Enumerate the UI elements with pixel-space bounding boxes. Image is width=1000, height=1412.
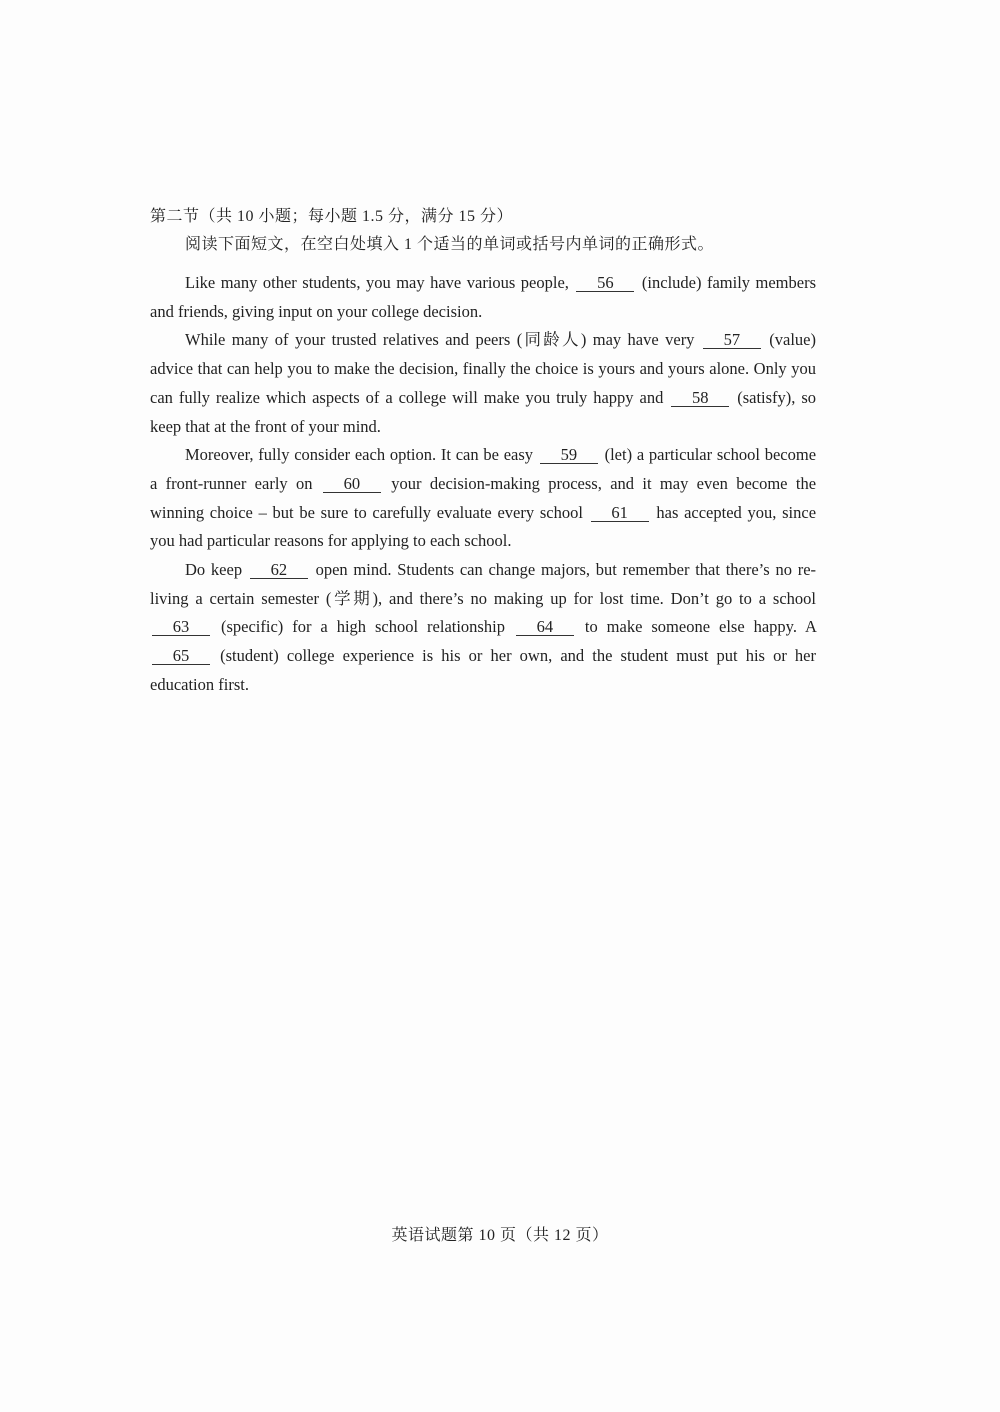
text-run: your decision-making process, and it may even become the winning choice – but be sure to carefully evaluate every school xyxy=(150,473,817,522)
paragraph-1 xyxy=(150,269,816,326)
blank-62[interactable]: 62 xyxy=(250,561,308,579)
paragraph-2 xyxy=(150,326,816,441)
blank-61[interactable]: 61 xyxy=(591,504,649,522)
blank-58[interactable]: 58 xyxy=(671,389,729,407)
paragraph-4 xyxy=(150,556,816,700)
blank-59[interactable]: 59 xyxy=(540,446,598,464)
text-run: (satisfy), so keep that at the front of your mind. xyxy=(150,387,817,436)
text-run: (student) college experience is his or her own, and the student must put his or her education first. xyxy=(150,646,816,694)
text-run: (let) a particular school become a front-runner early on xyxy=(150,445,817,493)
blank-63[interactable]: 63 xyxy=(152,618,210,636)
text-run: (value) advice that can help you to make the decision, finally the choice is yours and yours alone. Only you can fully realize which aspects of a college will make you truly happy and xyxy=(150,330,817,407)
section-title: 第二节 xyxy=(150,208,200,225)
section-instruction: 阅读下面短文，在空白处填入 1 个适当的单词或括号内单词的正确形式。 xyxy=(185,236,715,253)
paragraph-3 xyxy=(150,441,816,556)
text-run: to make someone else happy. A xyxy=(584,617,817,637)
text-run: Like many other students, you may have various people, xyxy=(185,273,569,292)
text-run: has accepted you, since you had particular reasons for applying to each school. xyxy=(150,502,817,551)
blank-65[interactable]: 65 xyxy=(152,647,210,665)
text-run: open mind. Students can change majors, but remember that there’s no re-living a certain semester (学期), and there’s no making up for lost time. Don’t go to a school xyxy=(150,560,817,608)
text-run: (specific) for a high school relationship xyxy=(220,617,505,637)
blank-56[interactable]: 56 xyxy=(576,274,634,292)
text-run: Do keep xyxy=(185,560,243,580)
blank-60[interactable]: 60 xyxy=(323,475,381,493)
section-heading xyxy=(150,203,513,226)
text-run: (include) family members and friends, giving input on your college decision. xyxy=(150,273,817,321)
page-footer: 英语试题第 10 页（共 12 页） xyxy=(391,1227,609,1244)
blank-57[interactable]: 57 xyxy=(703,331,761,349)
text-run: While many of your trusted relatives and peers (同龄人) may have very xyxy=(185,330,695,350)
passage xyxy=(150,269,816,700)
blank-64[interactable]: 64 xyxy=(516,618,574,636)
section-note: （共 10 小题；每小题 1.5 分，满分 15 分） xyxy=(199,208,514,225)
text-run: Moreover, fully consider each option. It can be easy xyxy=(185,445,534,465)
